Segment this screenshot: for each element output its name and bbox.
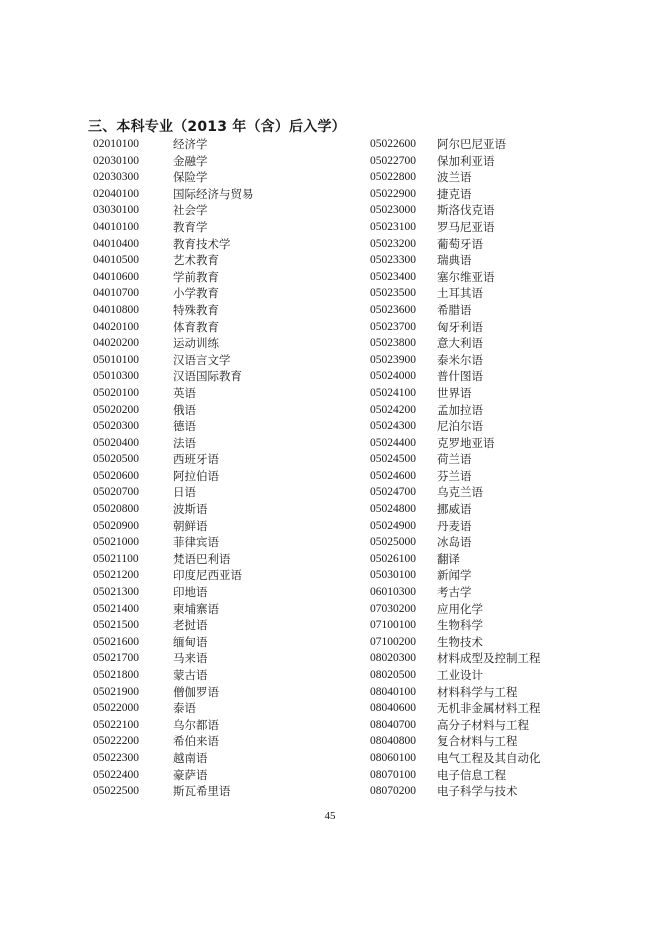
major-name: 汉语国际教育 (173, 369, 242, 384)
major-name: 保加利亚语 (437, 153, 495, 168)
major-row (93, 534, 343, 551)
major-row (370, 783, 610, 800)
major-row (370, 402, 610, 419)
major-code: 05020500 (93, 453, 139, 466)
major-row (370, 136, 610, 153)
major-row (93, 700, 343, 717)
section-heading: 三、本科专业（2013 年（含）后入学） (88, 119, 346, 135)
major-code: 05024100 (370, 386, 416, 399)
major-name: 普什图语 (437, 369, 483, 384)
major-row (370, 468, 610, 485)
major-code: 02030100 (93, 154, 139, 167)
major-code: 05021600 (93, 635, 139, 648)
major-code: 04010100 (93, 220, 139, 233)
major-row (93, 501, 343, 518)
major-row (93, 468, 343, 485)
major-name: 汉语言文学 (173, 352, 231, 367)
major-name: 无机非金属材料工程 (437, 701, 541, 716)
major-code: 05010100 (93, 353, 139, 366)
major-code: 05021700 (93, 652, 139, 665)
major-row (93, 269, 343, 286)
major-code: 05022700 (370, 154, 416, 167)
major-row (370, 650, 610, 667)
major-code: 05023100 (370, 220, 416, 233)
major-code: 05024600 (370, 469, 416, 482)
major-name: 克罗地亚语 (437, 435, 495, 450)
major-code: 05024200 (370, 403, 416, 416)
major-code: 05023400 (370, 270, 416, 283)
major-row (370, 153, 610, 170)
major-code: 08060100 (370, 751, 416, 764)
major-name: 材料成型及控制工程 (437, 651, 541, 666)
major-name: 应用化学 (437, 601, 483, 616)
major-name: 孟加拉语 (437, 402, 483, 417)
major-code: 08040600 (370, 702, 416, 715)
major-name: 希腊语 (437, 302, 472, 317)
major-name: 艺术教育 (173, 253, 219, 268)
major-name: 英语 (173, 385, 196, 400)
major-name: 电气工程及其自动化 (437, 750, 541, 765)
major-name: 缅甸语 (173, 634, 208, 649)
major-row (93, 451, 343, 468)
major-code: 05023900 (370, 353, 416, 366)
major-code: 05022500 (93, 785, 139, 798)
major-code: 04010500 (93, 254, 139, 267)
major-row (93, 186, 343, 203)
major-name: 蒙古语 (173, 668, 208, 682)
major-row (93, 783, 343, 800)
major-name: 保险学 (173, 170, 208, 185)
major-row (93, 551, 343, 568)
major-code: 05021500 (93, 619, 139, 632)
major-code: 04010700 (93, 287, 139, 300)
major-name: 印度尼西亚语 (173, 568, 242, 583)
major-row (93, 236, 343, 253)
major-row (370, 236, 610, 253)
major-row (93, 418, 343, 435)
major-code: 05021000 (93, 536, 139, 549)
major-row (370, 169, 610, 186)
major-row (93, 153, 343, 170)
major-row (370, 617, 610, 634)
major-name: 瑞典语 (437, 253, 472, 268)
major-name: 土耳其语 (437, 286, 483, 301)
major-row (93, 136, 343, 153)
major-name: 运动训练 (173, 336, 219, 351)
major-row (93, 667, 343, 684)
major-row (370, 717, 610, 734)
left-major-list (93, 136, 343, 800)
major-code: 08070100 (370, 768, 416, 781)
major-row (370, 551, 610, 568)
major-row (370, 584, 610, 601)
major-row (93, 767, 343, 784)
major-name: 复合材料与工程 (437, 734, 518, 749)
major-code: 05020800 (93, 503, 139, 516)
major-code: 05021900 (93, 685, 139, 698)
major-row (93, 319, 343, 336)
major-name: 尼泊尔语 (437, 419, 483, 434)
major-code: 08020300 (370, 652, 416, 665)
major-code: 05020400 (93, 436, 139, 449)
major-code: 05021300 (93, 586, 139, 599)
major-name: 希伯来语 (173, 734, 219, 749)
major-name: 法语 (173, 435, 196, 450)
major-name: 意大利语 (437, 336, 483, 351)
major-row (93, 733, 343, 750)
major-code: 08040700 (370, 718, 416, 731)
major-row (370, 186, 610, 203)
major-code: 05020300 (93, 420, 139, 433)
major-name: 经济学 (173, 137, 208, 151)
major-row (370, 501, 610, 518)
major-name: 考古学 (437, 585, 472, 600)
major-code: 04020100 (93, 320, 139, 333)
major-name: 泰米尔语 (437, 352, 483, 367)
major-code: 05023800 (370, 337, 416, 350)
major-name: 高分子材料与工程 (437, 717, 529, 732)
major-row (370, 252, 610, 269)
major-row (370, 634, 610, 651)
major-row (93, 750, 343, 767)
major-code: 05024700 (370, 486, 416, 499)
major-row (370, 684, 610, 701)
major-name: 马来语 (173, 651, 208, 666)
major-row (93, 650, 343, 667)
major-name: 日语 (173, 485, 196, 500)
major-code: 04010400 (93, 237, 139, 250)
major-row (93, 335, 343, 352)
major-code: 07030200 (370, 602, 416, 615)
major-code: 02010100 (93, 138, 139, 150)
major-name: 电子信息工程 (437, 767, 506, 782)
major-code: 08070200 (370, 785, 416, 798)
major-name: 僧伽罗语 (173, 684, 219, 699)
major-row (93, 385, 343, 402)
major-name: 芬兰语 (437, 468, 472, 483)
major-row (93, 634, 343, 651)
major-name: 俄语 (173, 402, 196, 417)
major-row (370, 202, 610, 219)
major-name: 印地语 (173, 585, 208, 600)
major-name: 罗马尼亚语 (437, 219, 495, 234)
major-row (93, 352, 343, 369)
major-name: 德语 (173, 419, 196, 434)
major-name: 特殊教育 (173, 302, 219, 317)
major-code: 07100100 (370, 619, 416, 632)
major-row (93, 219, 343, 236)
major-code: 05021100 (93, 552, 139, 565)
major-name: 越南语 (173, 750, 208, 765)
major-name: 波兰语 (437, 170, 472, 185)
major-name: 冰岛语 (437, 535, 472, 550)
major-name: 小学教育 (173, 286, 219, 301)
major-code: 05024800 (370, 503, 416, 516)
major-name: 斯洛伐克语 (437, 203, 495, 218)
major-name: 柬埔寨语 (173, 601, 219, 616)
major-name: 体育教育 (173, 319, 219, 334)
major-name: 塞尔维亚语 (437, 269, 495, 284)
page-number: 45 (324, 810, 336, 822)
major-name: 工业设计 (437, 668, 483, 682)
major-name: 丹麦语 (437, 518, 472, 533)
major-row (93, 717, 343, 734)
major-row (370, 601, 610, 618)
major-row (370, 335, 610, 352)
major-name: 学前教育 (173, 269, 219, 284)
major-code: 05020700 (93, 486, 139, 499)
major-name: 匈牙利语 (437, 319, 483, 334)
major-name: 教育学 (173, 219, 208, 234)
major-row (93, 518, 343, 535)
major-code: 05020100 (93, 386, 139, 399)
major-row (93, 617, 343, 634)
major-code: 05021400 (93, 602, 139, 615)
major-row (370, 750, 610, 767)
major-code: 05020600 (93, 469, 139, 482)
major-row (370, 484, 610, 501)
major-name: 材料科学与工程 (437, 684, 518, 699)
major-code: 05022400 (93, 768, 139, 781)
major-code: 05023500 (370, 287, 416, 300)
major-name: 捷克语 (437, 186, 472, 201)
major-name: 电子科学与技术 (437, 784, 518, 799)
major-code: 05023300 (370, 254, 416, 267)
major-row (93, 601, 343, 618)
major-code: 05026100 (370, 552, 416, 565)
major-code: 03030100 (93, 204, 139, 217)
major-name: 阿拉伯语 (173, 468, 219, 483)
major-code: 02030300 (93, 171, 139, 184)
major-name: 金融学 (173, 153, 208, 168)
major-row (93, 368, 343, 385)
major-code: 05024300 (370, 420, 416, 433)
major-row (370, 418, 610, 435)
major-code: 05022300 (93, 751, 139, 764)
major-code: 04010800 (93, 303, 139, 316)
major-code: 05022200 (93, 735, 139, 748)
major-code: 04020200 (93, 337, 139, 350)
major-name: 荷兰语 (437, 452, 472, 467)
major-name: 菲律宾语 (173, 535, 219, 550)
major-row (93, 584, 343, 601)
major-row (370, 767, 610, 784)
major-code: 05010300 (93, 370, 139, 383)
major-name: 社会学 (173, 203, 208, 218)
major-row (93, 202, 343, 219)
right-major-list (370, 136, 610, 800)
major-name: 教育技术学 (173, 236, 231, 251)
major-row (370, 567, 610, 584)
major-name: 老挝语 (173, 618, 208, 633)
major-row (370, 319, 610, 336)
major-name: 朝鲜语 (173, 518, 208, 533)
major-code: 02040100 (93, 187, 139, 200)
major-row (93, 484, 343, 501)
major-row (93, 169, 343, 186)
major-name: 生物技术 (437, 634, 483, 649)
major-row (370, 219, 610, 236)
major-row (93, 684, 343, 701)
major-code: 05030100 (370, 569, 416, 582)
major-code: 05021800 (93, 669, 139, 681)
major-name: 西班牙语 (173, 452, 219, 467)
major-name: 生物科学 (437, 618, 483, 633)
major-code: 05021200 (93, 569, 139, 582)
major-code: 05024400 (370, 436, 416, 449)
major-name: 乌尔都语 (173, 717, 219, 732)
major-row (370, 285, 610, 302)
major-code: 05024500 (370, 453, 416, 466)
major-code: 05022000 (93, 702, 139, 715)
major-code: 05023600 (370, 303, 416, 316)
major-row (370, 352, 610, 369)
major-row (93, 435, 343, 452)
major-code: 05023200 (370, 237, 416, 250)
major-code: 05022600 (370, 138, 416, 150)
major-row (370, 534, 610, 551)
major-row (370, 385, 610, 402)
major-row (370, 269, 610, 286)
major-code: 07100200 (370, 635, 416, 648)
major-code: 05023000 (370, 204, 416, 217)
major-name: 豪萨语 (173, 767, 208, 782)
major-code: 05023700 (370, 320, 416, 333)
major-row (370, 302, 610, 319)
major-code: 05020200 (93, 403, 139, 416)
major-row (93, 252, 343, 269)
major-name: 乌克兰语 (437, 485, 483, 500)
major-row (370, 667, 610, 684)
major-code: 08040100 (370, 685, 416, 698)
major-row (93, 567, 343, 584)
major-code: 05022900 (370, 187, 416, 200)
major-row (370, 368, 610, 385)
major-name: 挪威语 (437, 502, 472, 517)
major-row (93, 302, 343, 319)
major-row (93, 402, 343, 419)
major-row (370, 435, 610, 452)
major-code: 04010600 (93, 270, 139, 283)
major-name: 新闻学 (437, 568, 472, 583)
major-row (370, 700, 610, 717)
major-name: 斯瓦希里语 (173, 784, 231, 799)
major-code: 05025000 (370, 536, 416, 549)
major-row (370, 451, 610, 468)
major-name: 梵语巴利语 (173, 551, 231, 566)
major-code: 05022100 (93, 718, 139, 731)
major-code: 05022800 (370, 171, 416, 184)
major-code: 05020900 (93, 519, 139, 532)
major-name: 翻译 (437, 551, 460, 566)
major-code: 05024900 (370, 519, 416, 532)
major-code: 05024000 (370, 370, 416, 383)
major-name: 阿尔巴尼亚语 (437, 137, 506, 151)
major-name: 国际经济与贸易 (173, 186, 254, 201)
major-name: 波斯语 (173, 502, 208, 517)
major-row (370, 518, 610, 535)
major-code: 08020500 (370, 669, 416, 681)
major-name: 葡萄牙语 (437, 236, 483, 251)
major-code: 06010300 (370, 586, 416, 599)
major-code: 08040800 (370, 735, 416, 748)
major-row (370, 733, 610, 750)
major-name: 泰语 (173, 701, 196, 716)
major-row (93, 285, 343, 302)
major-name: 世界语 (437, 385, 472, 400)
